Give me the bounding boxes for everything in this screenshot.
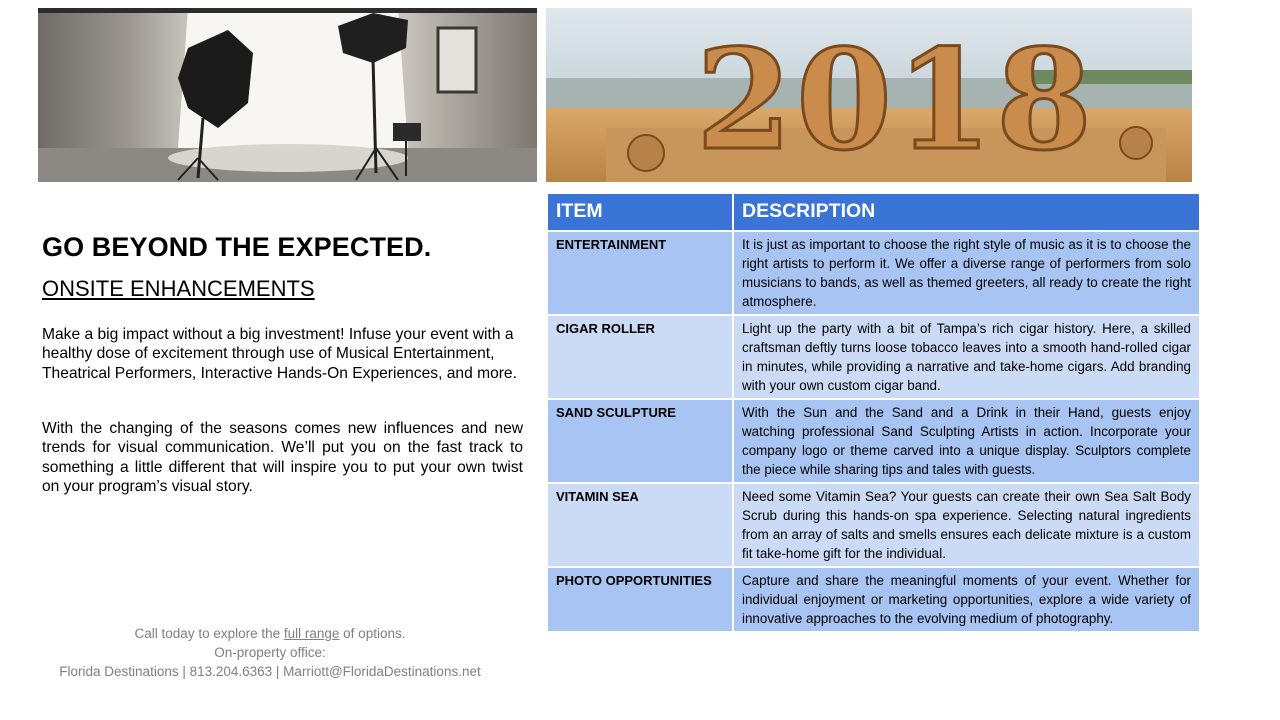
description-cell: Need some Vitamin Sea? Your guests can create their own Sea Salt Body Scrub during this hands-on spa experience. Selecting natural ingredients from an array of salts and smells ensures each delicate mixture is a custom fit take-home gift for the individual. [733,483,1200,567]
contact-footer [25,624,515,681]
headline: GO BEYOND THE EXPECTED. [42,232,432,262]
table-row [547,567,1200,632]
table-row [547,399,1200,483]
table-row [547,483,1200,567]
footer-options-text: of options. [339,626,406,641]
item-cell: CIGAR ROLLER [547,315,733,399]
sand-sculpture-photo [546,8,1192,182]
description-cell: It is just as important to choose the right style of music as it is to choose the right artists to perform it. We offer a diverse range of performers from solo musicians to bands, as well as themed greeters, all ready to create the right atmosphere. [733,231,1200,315]
description-cell: With the Sun and the Sand and a Drink in their Hand, guests enjoy watching professional Sand Sculpting Artists in action. Incorporate your company logo or theme carved into a unique display. Sculptors complete the piece while sharing tips and tales with guests. [733,399,1200,483]
footer-call-text: Call today to explore the [134,626,284,641]
header-item: ITEM [547,193,733,231]
description-cell: Light up the party with a bit of Tampa’s rich cigar history. Here, a skilled craftsman deftly turns loose tobacco leaves into a smooth hand-rolled cigar in minutes, while providing a narrative and take-home cigars. Add branding with your own custom cigar band. [733,315,1200,399]
seasons-paragraph: With the changing of the seasons comes new influences and new trends for visual communication. We’ll put you on the fast track to something a little different that will inspire you to put your own twist on your program’s visual story. [42,420,523,495]
description-cell: Capture and share the meaningful moments of your event. Whether for individual enjoyment or marketing opportunities, explore a wide variety of innovative approaches to the evolving medium of photography. [733,567,1200,632]
footer-line-call [25,624,515,643]
intro-paragraph: Make a big impact without a big investment! Infuse your event with a healthy dose of excitement through use of Musical Entertainment, Theatrical Performers, Interactive Hands-On Experiences, and more. [42,326,517,382]
footer-office-label: On-property office: [214,645,326,660]
table-row [547,231,1200,315]
footer-contact-info: Florida Destinations | 813.204.6363 | Marriott@FloridaDestinations.net [59,664,481,679]
header-description: DESCRIPTION [733,193,1200,231]
item-cell: PHOTO OPPORTUNITIES [547,567,733,632]
item-cell: VITAMIN SEA [547,483,733,567]
item-cell: ENTERTAINMENT [547,231,733,315]
studio-photo [38,8,537,182]
full-range-link[interactable]: full range [283,626,340,641]
table-row [547,315,1200,399]
item-cell: SAND SCULPTURE [547,399,733,483]
table-header-row [547,193,1200,231]
subheading: ONSITE ENHANCEMENTS [42,276,315,301]
sand-2018-text: 2018 [696,18,1097,181]
enhancements-table [546,192,1201,633]
